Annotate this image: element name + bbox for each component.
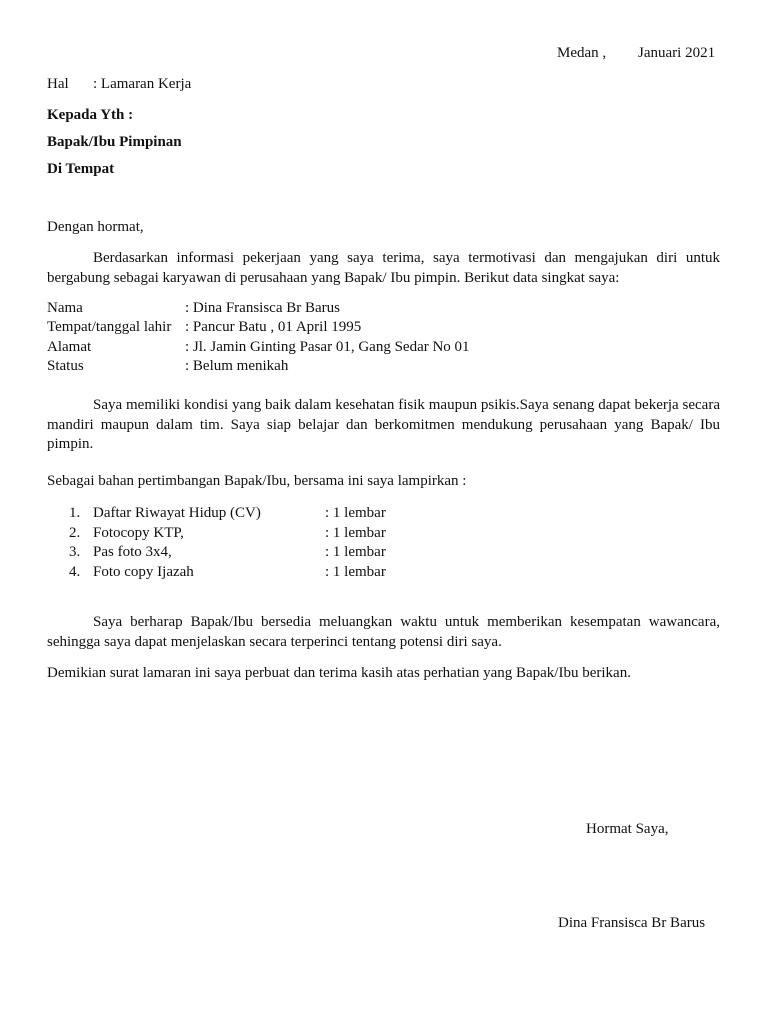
recipient-line-1: Kepada Yth : xyxy=(47,107,134,123)
intro-paragraph xyxy=(47,249,720,288)
attachment-name: Foto copy Ijazah xyxy=(93,564,194,580)
letter-place: Medan , xyxy=(557,45,607,61)
condition-paragraph xyxy=(47,396,720,455)
attachment-name: Pas foto 3x4, xyxy=(93,544,172,560)
attachment-quantity: : 1 lembar xyxy=(325,544,386,560)
hope-paragraph xyxy=(47,613,720,652)
signature-salutation: Hormat Saya, xyxy=(586,821,669,837)
closing-sentence: Demikian surat lamaran ini saya perbuat dan terima kasih atas perhatian yang Bapak/Ibu berikan. xyxy=(47,665,631,681)
condition-text: Saya memiliki kondisi yang baik dalam kesehatan fisik maupun psikis.Saya senang dapat bekerja secara mandiri maupun dalam tim. Saya siap belajar dan berkomitmen mendukung perusahaan yang Bapak/ Ibu pimpin. xyxy=(47,397,720,452)
personal-value: : Dina Fransisca Br Barus xyxy=(185,300,340,316)
attachment-number: 4. xyxy=(69,564,81,580)
attachment-quantity: : 1 lembar xyxy=(325,505,386,521)
recipient-line-3: Di Tempat xyxy=(47,161,115,177)
attachment-number: 1. xyxy=(69,505,81,521)
personal-value: : Belum menikah xyxy=(185,358,289,374)
attachment-number: 2. xyxy=(69,525,81,541)
personal-value: : Jl. Jamin Ginting Pasar 01, Gang Sedar No 01 xyxy=(185,339,470,355)
attachment-name: Fotocopy KTP, xyxy=(93,525,184,541)
attachment-quantity: : 1 lembar xyxy=(325,564,386,580)
subject-value: : Lamaran Kerja xyxy=(93,76,192,92)
personal-label: Status xyxy=(47,358,84,374)
personal-value: : Pancur Batu , 01 April 1995 xyxy=(185,319,362,335)
personal-label: Tempat/tanggal lahir xyxy=(47,319,172,335)
hope-text: Saya berharap Bapak/Ibu bersedia meluangkan waktu untuk memberikan kesempatan wawancara, sehingga saya dapat menjelaskan secara terperinci tentang potensi diri saya. xyxy=(47,614,720,650)
letter-date: Januari 2021 xyxy=(638,45,716,61)
intro-text: Berdasarkan informasi pekerjaan yang saya terima, saya termotivasi dan mengajukan diri untuk bergabung sebagai karyawan di perusahaan yang Bapak/ Ibu pimpin. Berikut data singkat saya: xyxy=(47,250,720,286)
recipient-line-2: Bapak/Ibu Pimpinan xyxy=(47,134,182,150)
personal-label: Nama xyxy=(47,300,83,316)
personal-label: Alamat xyxy=(47,339,92,355)
subject-label: Hal xyxy=(47,76,69,92)
attachments-intro: Sebagai bahan pertimbangan Bapak/Ibu, bersama ini saya lampirkan : xyxy=(47,473,467,489)
signature-name: Dina Fransisca Br Barus xyxy=(558,915,706,931)
greeting: Dengan hormat, xyxy=(47,219,144,235)
attachment-quantity: : 1 lembar xyxy=(325,525,386,541)
attachment-name: Daftar Riwayat Hidup (CV) xyxy=(93,505,261,521)
attachment-number: 3. xyxy=(69,544,81,560)
